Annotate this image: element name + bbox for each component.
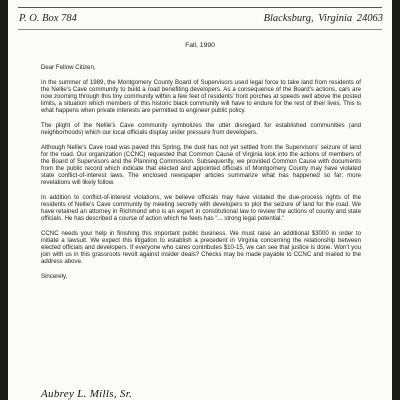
paragraph-5: CCNC needs your help in finishing this important public business. We must raise an additional $3000 in order to initiate a lawsuit. We expect this litigation to establish a precedent in Virginia concerning the relationship between elected officials and developers. If everyone who cares contributes $10-15, we can see that justice is done. Won't you join with us in this grassroots revolt against insider deals? Checks may be made payable to CCNC and mailed to the address above. <box>41 229 361 266</box>
paragraph-3: Although Nellie's Cave road was paved this Spring, the dust has not yet settled from the Supervisors' seizure of land for the road. Our organization (CCNC) requested that Common Cause of Virginia look into the actions of members of the Board of Supervisors and the Planning Commission. Subsequently, we provided Common Cause with documents from the public record which indicate that elected and appointed officials of Montgomery County may have violated state conflict-of-interest laws. The enclosed newspaper articles summarize what has happened so far; more revelations will likely follow. <box>41 143 361 187</box>
closing: Sincerely, <box>41 272 68 280</box>
letter-body <box>41 64 361 288</box>
salutation: Dear Fellow Citizen, <box>41 64 96 71</box>
letterhead-city-state-zip: Blacksburg, Virginia 24063 <box>263 13 383 24</box>
paragraph-2: The plight of the Nellie's Cave community symbolizes the utter disregard for established communities (and neighborhoods) which our local officials display under pressure from developers. <box>41 121 361 136</box>
letterhead-po-box: P. O. Box 784 <box>19 13 77 24</box>
letter-date: Fall, 1990 <box>185 42 215 49</box>
paragraph-4: In addition to conflict-of-interest violations, we believe officials may have violated the due-process rights of the residents of Nellie's Cave community by meeting secretly with developers to plot the seizure of land for the road. We have retained an attorney in Richmond who is an expert in constitutional law to review the actions of county and state officials. He has described a course of action which he feels has "... strong legal potential." <box>41 193 361 223</box>
letterhead-divider <box>18 29 382 30</box>
signature: Aubrey L. Mills, Sr. <box>41 388 133 400</box>
top-rule <box>18 7 382 8</box>
letter-page <box>8 0 392 400</box>
paragraph-1: In the summer of 1989, the Montgomery County Board of Supervisors used legal force to take land from residents of the Nellie's Cave community to build a road benefiting developers. As a consequence of the Board's actions, cars are now zooming through this tiny community within a few feet of residents' front porches at speeds well above the posted limits, a situation which members of this historic black community will have to endure for the rest of their lives. This is what happens when private interests are permitted to engineer public policy. <box>41 78 361 115</box>
